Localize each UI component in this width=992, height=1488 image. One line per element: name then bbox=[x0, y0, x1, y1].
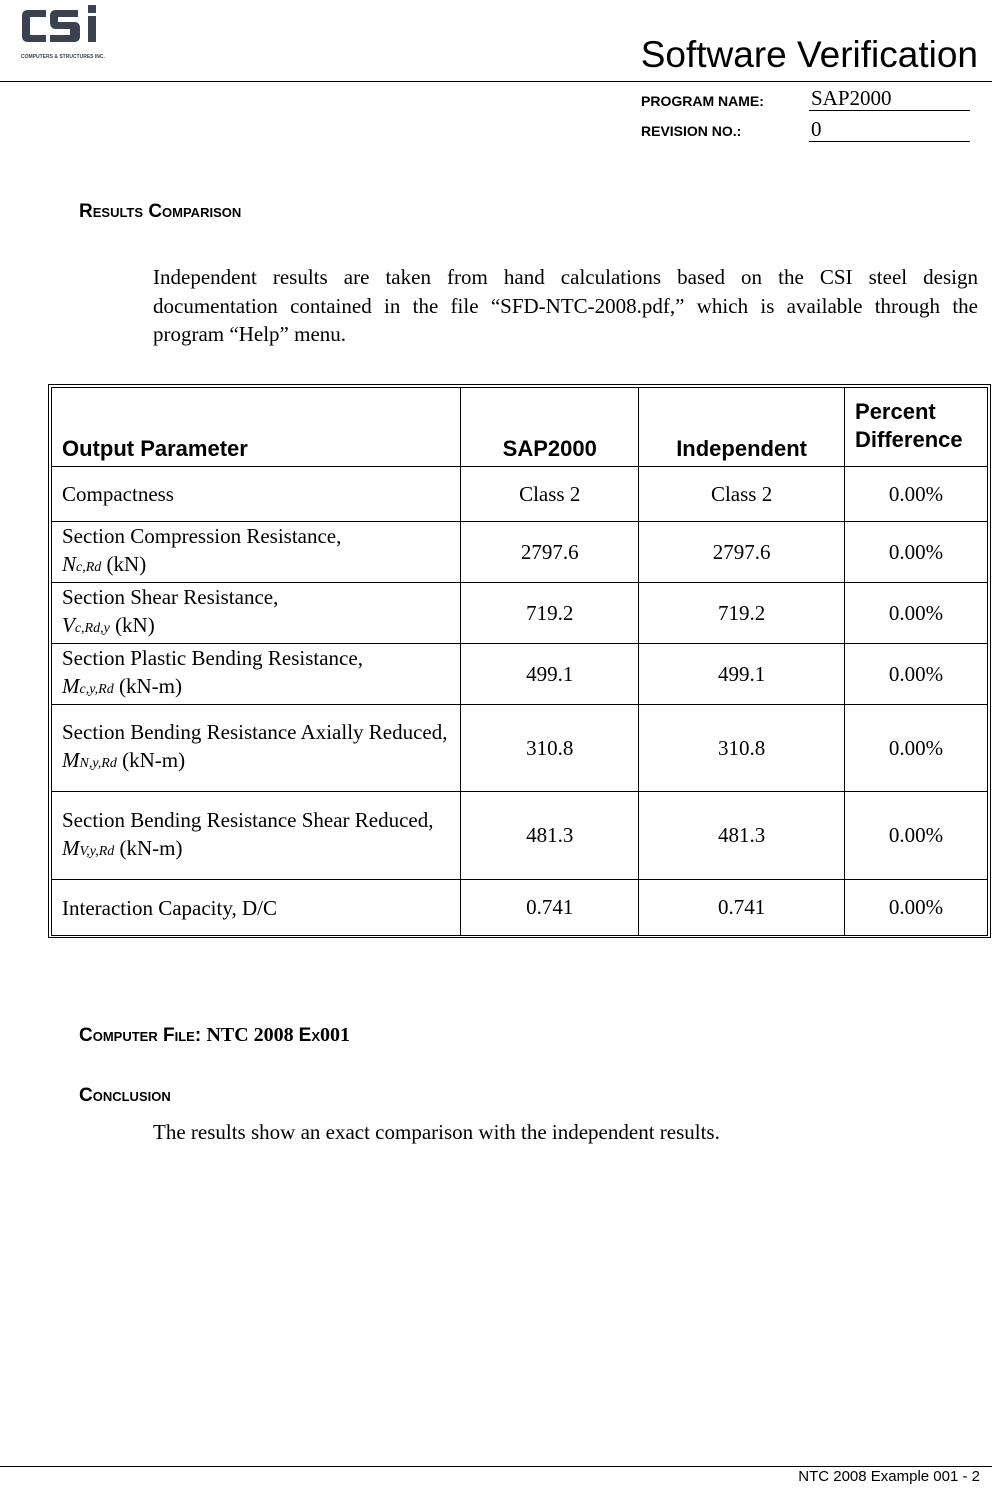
header-rule bbox=[0, 81, 992, 82]
conclusion-heading: Conclusion bbox=[79, 1085, 171, 1106]
cell-independent: 0.741 bbox=[639, 880, 845, 936]
cell-percent-difference: 0.00% bbox=[845, 880, 988, 936]
param-symbol: M bbox=[62, 835, 80, 860]
cell-output-parameter bbox=[52, 467, 461, 522]
cell-percent-difference: 0.00% bbox=[845, 705, 988, 792]
param-label: Interaction Capacity, D/C bbox=[62, 895, 277, 920]
param-symbol: M bbox=[62, 674, 80, 698]
computer-file-suffix: Ex bbox=[298, 1025, 321, 1046]
difference-label: Difference bbox=[855, 427, 963, 452]
param-unit: (kN-m) bbox=[116, 748, 186, 772]
cell-independent: 499.1 bbox=[639, 644, 845, 705]
cell-output-parameter bbox=[52, 644, 461, 705]
cell-percent-difference: 0.00% bbox=[845, 522, 988, 583]
cell-independent: 310.8 bbox=[639, 705, 845, 792]
cell-percent-difference: 0.00% bbox=[845, 644, 988, 705]
csi-logo bbox=[18, 2, 118, 62]
cell-sap2000: 481.3 bbox=[461, 792, 639, 880]
param-subscript: N,y,Rd bbox=[79, 756, 117, 771]
program-name-label: PROGRAM NAME: bbox=[641, 93, 764, 109]
cell-independent: 719.2 bbox=[639, 583, 845, 644]
cell-percent-difference: 0.00% bbox=[845, 792, 988, 880]
revision-value: 0 bbox=[809, 117, 970, 142]
cell-sap2000: 719.2 bbox=[461, 583, 639, 644]
revision-label: REVISION NO.: bbox=[641, 123, 742, 139]
param-label: Section Bending Resistance Shear Reduced, bbox=[62, 807, 434, 832]
cell-output-parameter bbox=[52, 705, 461, 792]
cell-independent: 481.3 bbox=[639, 792, 845, 880]
table-row bbox=[52, 705, 988, 792]
computer-file-number: 001 bbox=[320, 1024, 351, 1046]
cell-independent: 2797.6 bbox=[639, 522, 845, 583]
table-row bbox=[52, 467, 988, 522]
cell-percent-difference: 0.00% bbox=[845, 467, 988, 522]
footer-rule bbox=[0, 1466, 992, 1467]
table-row bbox=[52, 522, 988, 583]
page-footer: NTC 2008 Example 001 - 2 bbox=[798, 1468, 980, 1485]
logo-tagline: COMPUTERS & STRUCTURES INC. bbox=[21, 54, 105, 60]
table-body bbox=[52, 467, 988, 936]
percent-label: Percent bbox=[855, 399, 936, 424]
results-heading: Results Comparison bbox=[79, 201, 242, 222]
col-header-sap2000: SAP2000 bbox=[461, 388, 639, 467]
computer-file-name: NTC 2008 bbox=[206, 1024, 299, 1046]
table-row bbox=[52, 644, 988, 705]
cell-sap2000: 2797.6 bbox=[461, 522, 639, 583]
cell-output-parameter bbox=[52, 792, 461, 880]
param-label: Section Shear Resistance, bbox=[62, 585, 279, 609]
param-label: Compactness bbox=[62, 482, 174, 506]
param-symbol: V bbox=[62, 613, 75, 637]
results-table bbox=[48, 384, 991, 938]
computer-file-label: Computer File: bbox=[79, 1025, 207, 1046]
computer-file bbox=[79, 1024, 350, 1047]
table-row bbox=[52, 880, 988, 936]
param-symbol: N bbox=[62, 552, 77, 576]
param-subscript: c,Rd bbox=[76, 560, 102, 575]
param-subscript: c,Rd,y bbox=[74, 621, 110, 636]
param-unit: (kN) bbox=[109, 613, 155, 637]
table-row bbox=[52, 792, 988, 880]
cell-output-parameter bbox=[52, 583, 461, 644]
cell-independent: Class 2 bbox=[639, 467, 845, 522]
cell-sap2000: 0.741 bbox=[461, 880, 639, 936]
cell-output-parameter bbox=[52, 522, 461, 583]
param-label: Section Compression Resistance, bbox=[62, 524, 342, 548]
results-intro: Independent results are taken from hand calculations based on the CSI steel design documentation contained in the file “SFD-NTC-2008.pdf,” which is available through the program “Help” menu. bbox=[153, 265, 978, 346]
table-row bbox=[52, 583, 988, 644]
conclusion-text: The results show an exact comparison with the independent results. bbox=[153, 1120, 720, 1144]
page-title: Software Verification bbox=[640, 34, 978, 75]
col-header-percent-difference bbox=[845, 388, 988, 467]
cell-percent-difference: 0.00% bbox=[845, 583, 988, 644]
param-unit: (kN) bbox=[101, 552, 147, 576]
param-unit: (kN-m) bbox=[113, 674, 182, 698]
param-subscript: c,y,Rd bbox=[79, 682, 114, 697]
param-symbol: M bbox=[62, 748, 80, 772]
col-header-output-parameter: Output Parameter bbox=[52, 388, 461, 467]
cell-sap2000: Class 2 bbox=[461, 467, 639, 522]
param-subscript: V,y,Rd bbox=[79, 843, 115, 859]
param-label: Section Plastic Bending Resistance, bbox=[62, 646, 363, 670]
col-header-independent: Independent bbox=[639, 388, 845, 467]
param-unit: (kN-m) bbox=[114, 835, 183, 860]
cell-output-parameter bbox=[52, 880, 461, 936]
param-label: Section Bending Resistance Axially Reduced, bbox=[62, 720, 448, 744]
cell-sap2000: 499.1 bbox=[461, 644, 639, 705]
cell-sap2000: 310.8 bbox=[461, 705, 639, 792]
program-name-value: SAP2000 bbox=[809, 86, 970, 111]
